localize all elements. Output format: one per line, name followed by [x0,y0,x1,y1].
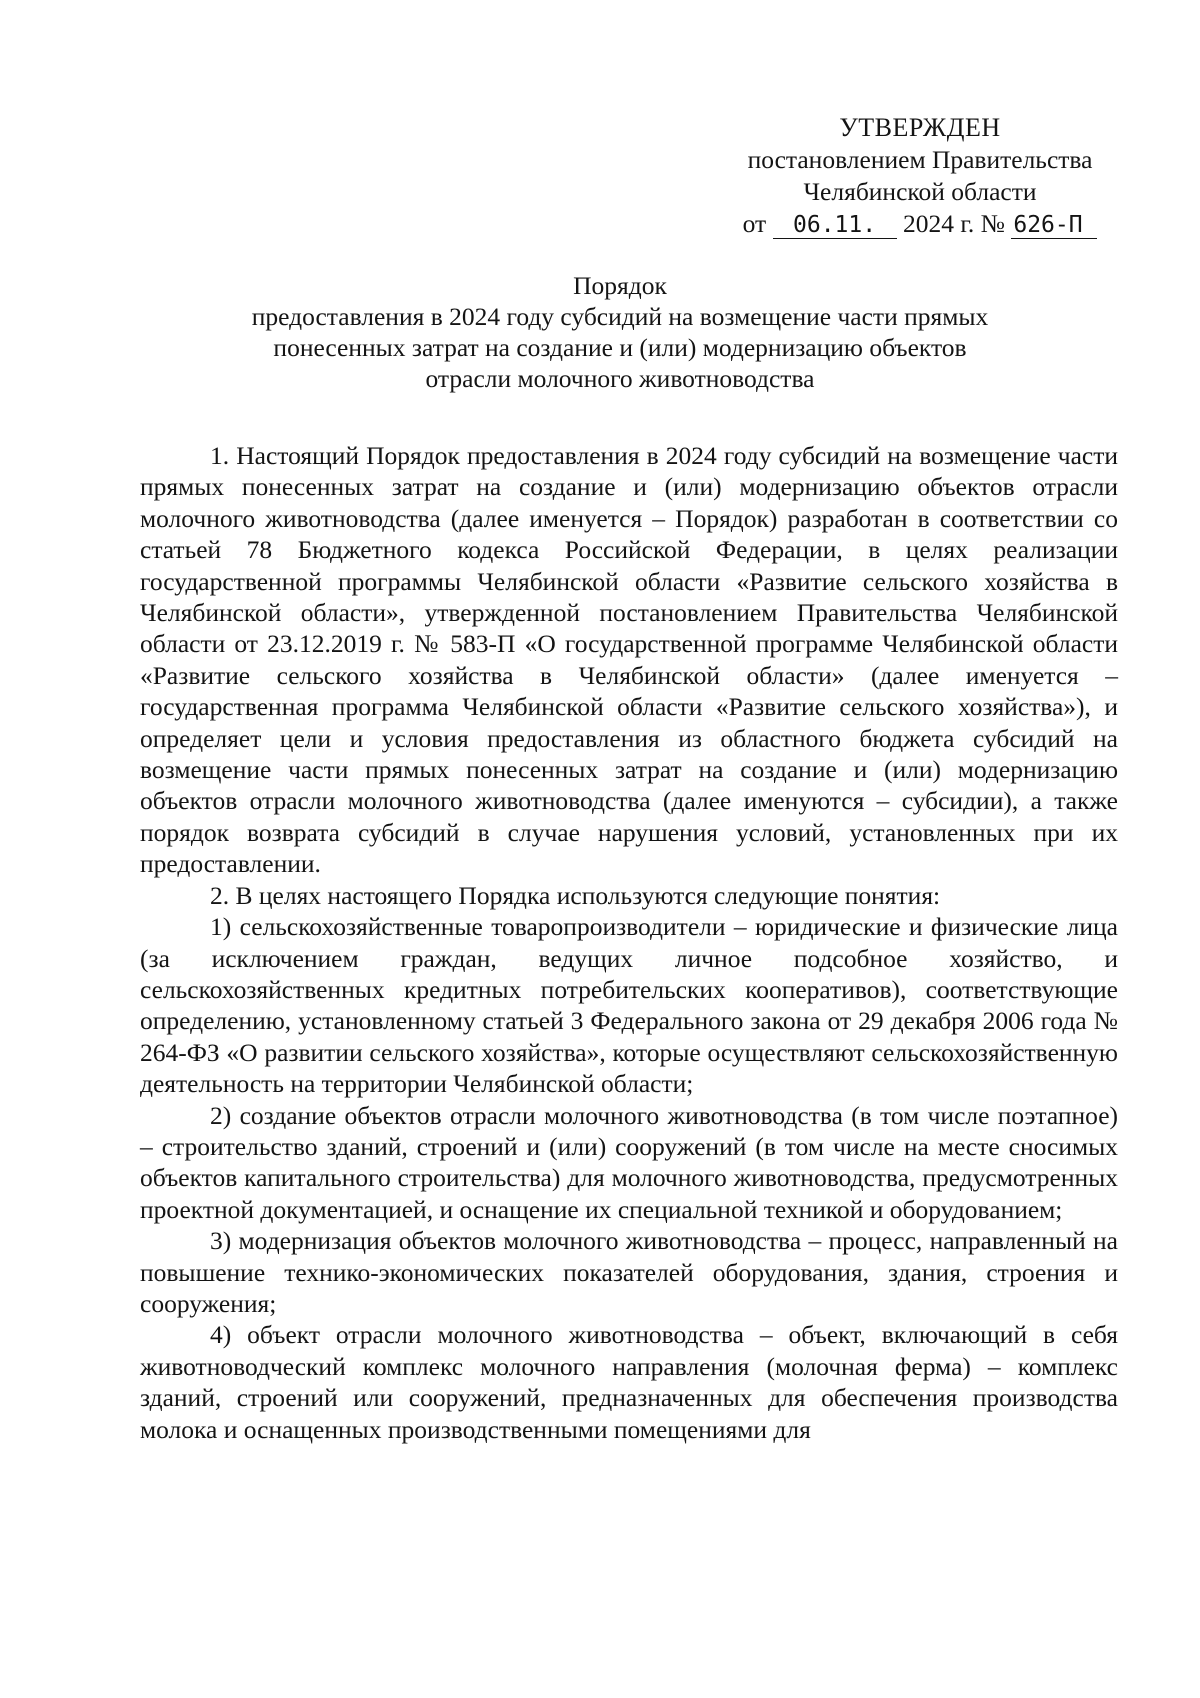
title-line-1: Порядок [573,271,667,300]
document-title [130,270,1110,394]
definition-4: 4) объект отрасли молочного животноводства – объект, включающий в себя животноводческий комплекс молочного направления (молочная ферма) – комплекс зданий, строений или сооружений, предназначенных для обеспечения производства молока и оснащенных производственными помещениями для [140,1320,1118,1444]
definition-2: 2) создание объектов отрасли молочного животноводства (в том числе поэтапное) – строительство зданий, строений и (или) сооружений (в том числе на месте сносимых объектов капитального строительства) для молочного животноводства, предусмотренных проектной документацией, и оснащение их специальной техникой и оборудованием; [140,1100,1118,1224]
approval-line-government: постановлением Правительства [747,145,1093,174]
definition-1: 1) сельскохозяйственные товаропроизводители – юридические и физические лица (за исключением граждан, ведущих личное подсобное хозяйство, и сельскохозяйственных кредитных потребительских кооперативов), соответствующие определению, установленному статьей 3 Федерального закона от 29 декабря 2006 года № 264-ФЗ «О развитии сельского хозяйства», которые осуществляют сельскохозяйственную деятельность на территории Челябинской области; [140,912,1118,1099]
document-body [140,440,1118,1445]
paragraph-2: 2. В целях настоящего Порядка используются следующие понятия: [210,880,941,910]
approval-date-line [715,208,1125,240]
date-value: 06.11. [773,212,897,239]
title-line-4: отрасли молочного животноводства [425,364,815,393]
paragraph-1: 1. Настоящий Порядок предоставления в 2024 году субсидий на возмещение части прямых понесенных затрат на создание и (или) модернизацию объектов отрасли молочного животноводства (далее именуется – Порядок) разработан в соответствии со статьей 78 Бюджетного кодекса Российской Федерации, в целях реализации государственной программы Челябинской области «Развитие сельского хозяйства в Челябинской области», утвержденной постановлением Правительства Челябинской области от 23.12.2019 г. № 583-П «О государственной программе Челябинской области «Развитие сельского хозяйства в Челябинской области» (далее именуется – государственная программа Челябинской области «Развитие сельского хозяйства»), и определяет цели и условия предоставления из областного бюджета субсидий на возмещение части прямых понесенных затрат на создание и (или) модернизацию объектов отрасли молочного животноводства (далее именуются – субсидии), а также порядок возврата субсидий в случае нарушения условий, установленных при их предоставлении. [140,441,1118,879]
approval-line-region: Челябинской области [803,177,1037,206]
approval-stamp [715,112,1125,240]
date-prefix: от [742,209,767,238]
title-line-2: предоставления в 2024 году субсидий на возмещение части прямых [251,302,989,331]
approved-heading: УТВЕРЖДЕН [839,113,1001,142]
decree-number: 626-П [1011,212,1097,239]
definition-3: 3) модернизация объектов молочного животноводства – процесс, направленный на повышение технико-экономических показателей оборудования, здания, строения и сооружения; [140,1226,1118,1318]
year-text: 2024 г. № [902,209,1005,238]
title-line-3: понесенных затрат на создание и (или) модернизацию объектов [273,333,967,362]
